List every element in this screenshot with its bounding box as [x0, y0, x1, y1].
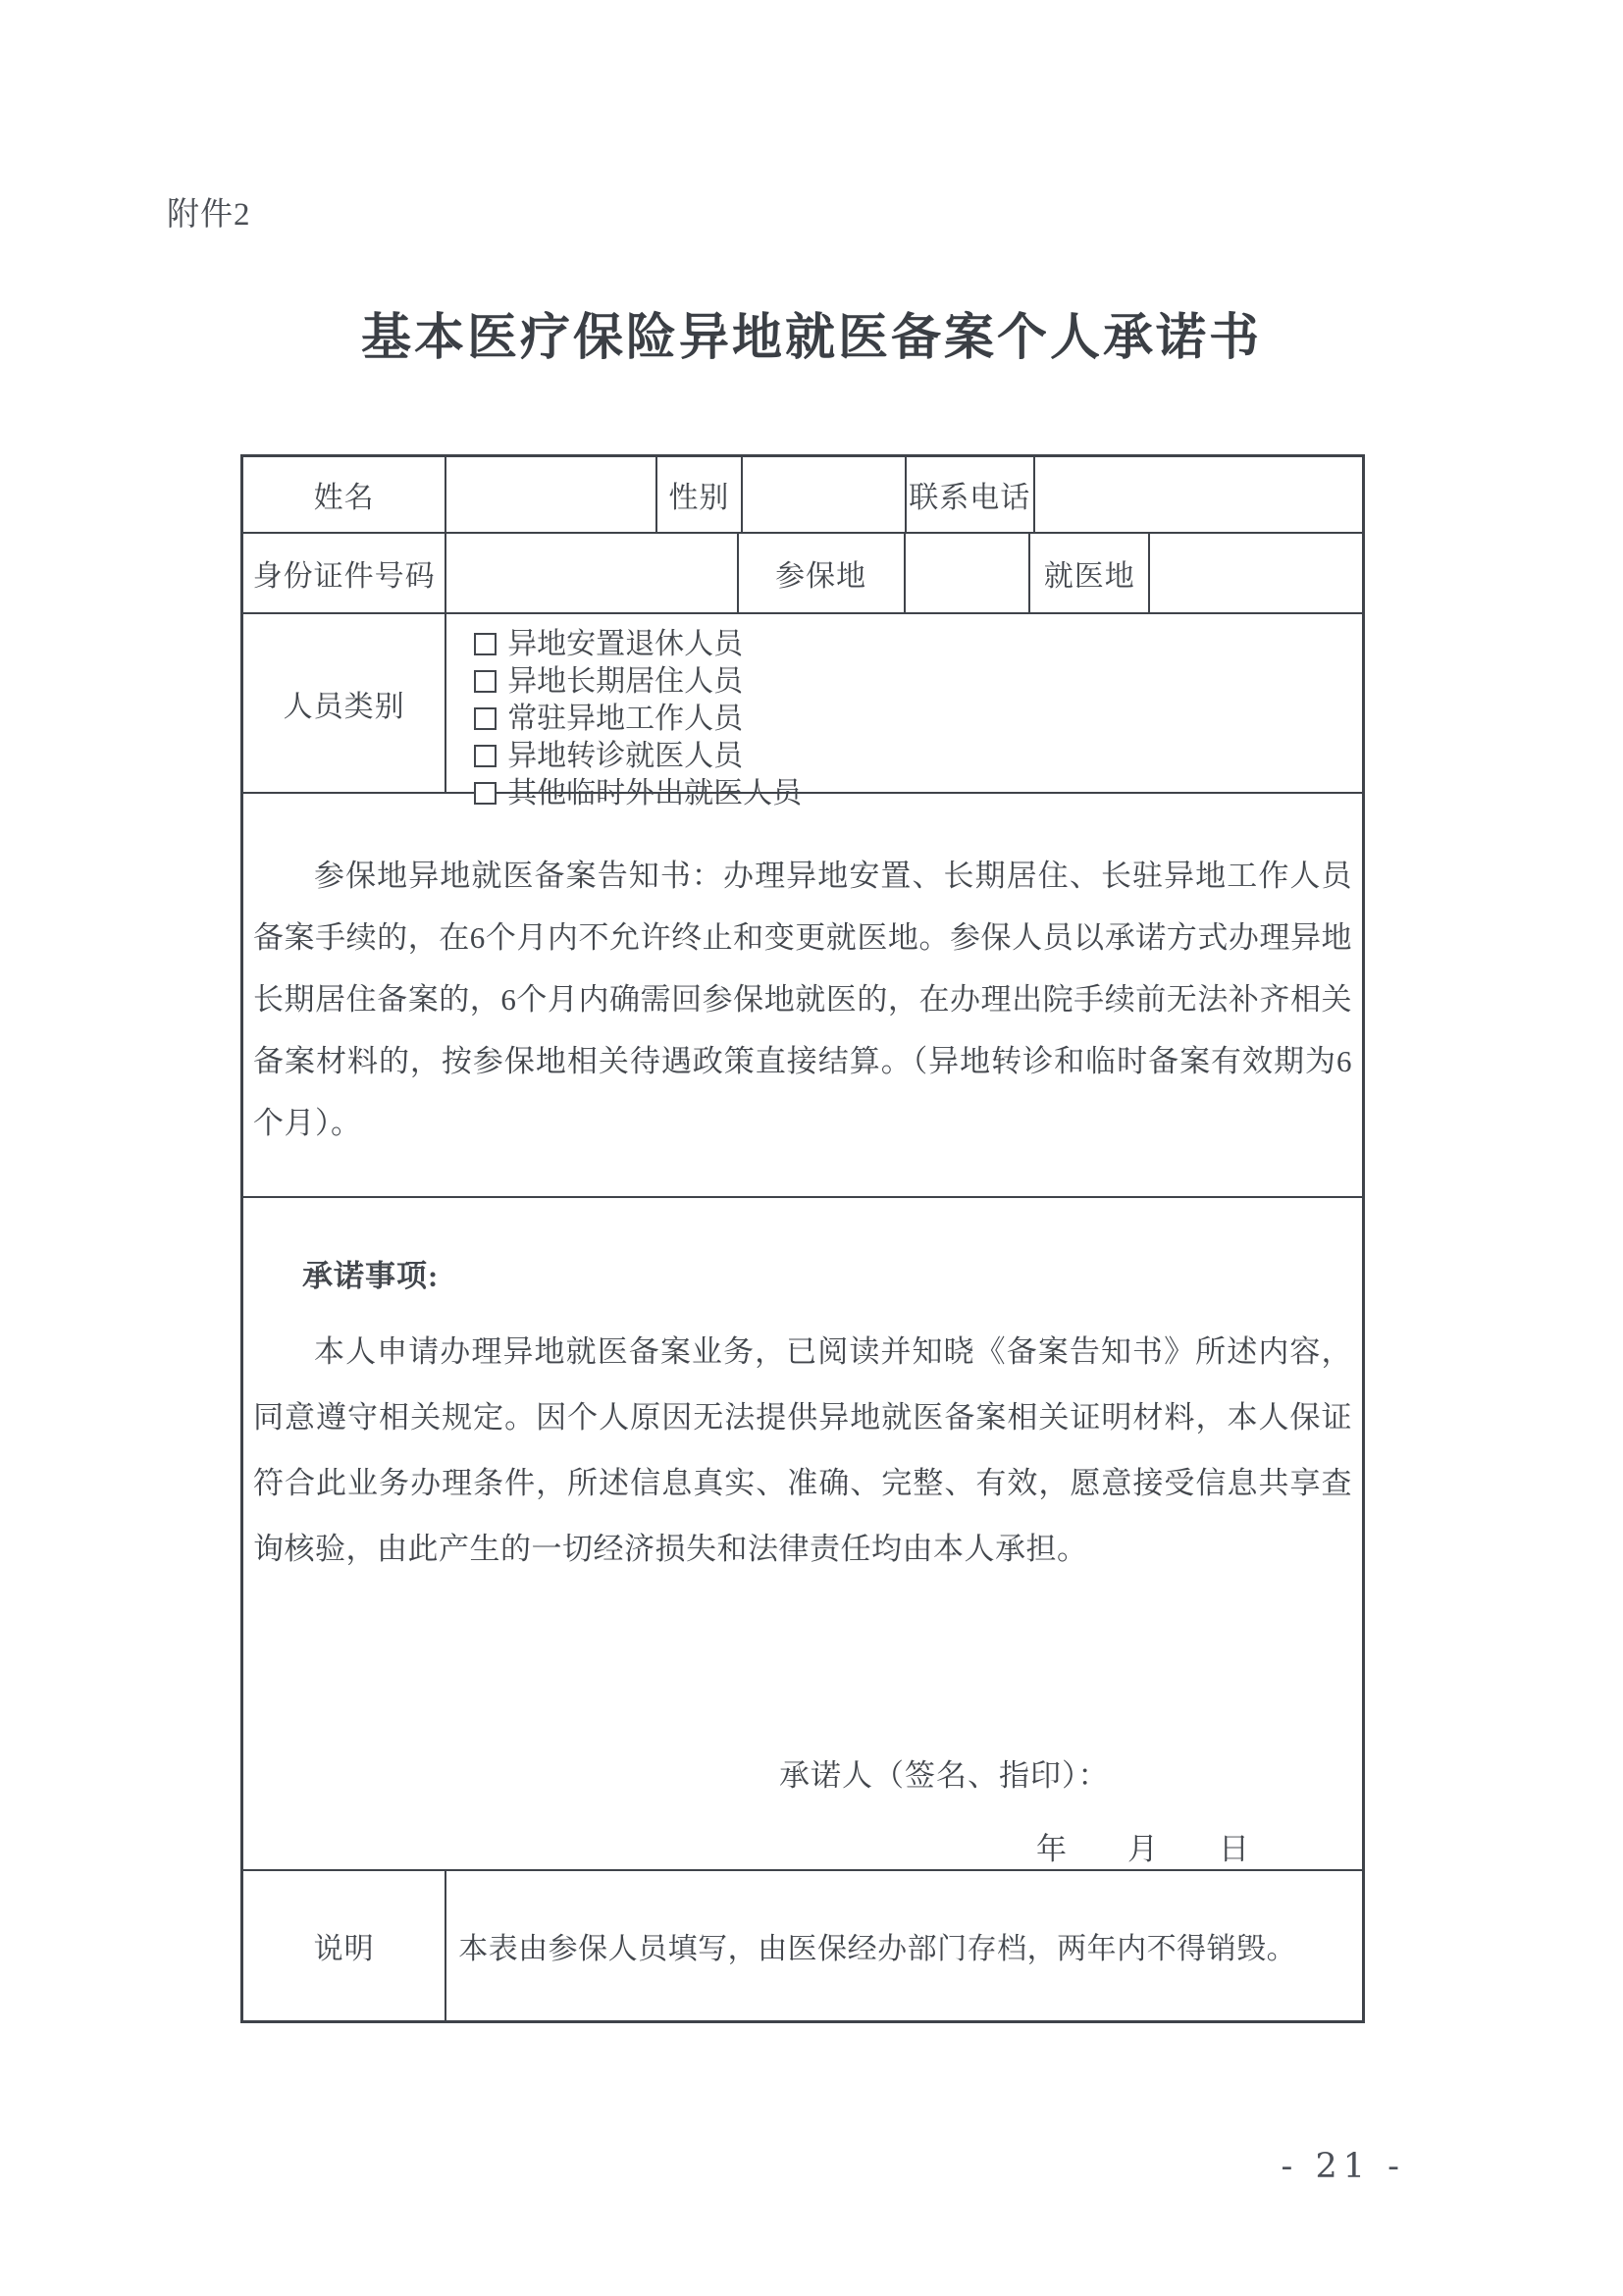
option-label: 异地转诊就医人员 [507, 740, 744, 772]
table-row [243, 1196, 1362, 1869]
name-input-cell[interactable] [445, 457, 654, 532]
name-label: 姓名 [313, 482, 375, 514]
commitment-heading: 承诺事项: [302, 1259, 440, 1293]
attachment-label: 附件2 [167, 197, 251, 233]
table-row [243, 792, 1362, 1196]
insured-area-label: 参保地 [737, 534, 904, 612]
commitment-cell [243, 1198, 1362, 1869]
date-line: 年 月 日 [1036, 1832, 1249, 1866]
option-label: 常驻异地工作人员 [507, 703, 744, 735]
person-category-option-retired[interactable] [474, 626, 1352, 663]
option-label: 其他临时外出就医人员 [507, 777, 803, 809]
form-table [240, 454, 1365, 2023]
treatment-area-input-cell[interactable] [1148, 534, 1362, 612]
checkbox-icon [474, 707, 497, 730]
checkbox-icon [474, 745, 497, 767]
table-row [243, 532, 1362, 612]
option-label: 异地长期居住人员 [507, 665, 744, 698]
note-content: 本表由参保人员填写，由医保经办部门存档，两年内不得销毁。 [445, 1871, 1362, 2020]
option-label: 异地安置退休人员 [507, 628, 744, 660]
phone-label: 联系电话 [905, 457, 1033, 532]
checkbox-icon [474, 670, 497, 693]
gender-input-cell[interactable] [741, 457, 904, 532]
page-number: - 21 - [1281, 2147, 1405, 2186]
person-category-option-referral[interactable] [474, 738, 1352, 775]
person-category-option-long-term-resident[interactable] [474, 663, 1352, 701]
notice-paragraph: 参保地异地就医备案告知书：办理异地安置、长期居住、长驻异地工作人员备案手续的，在6个月内不允许终止和变更就医地。参保人员以承诺方式办理异地长期居住备案的，6个月内确需回参保地就医的，在办理出院手续前无法补齐相关备案材料的，按参保地相关待遇政策直接结算。（异地转诊和临时备案有效期为6个月）。 [253, 859, 1352, 1140]
signer-label: 承诺人（签名、指印）： [779, 1758, 1110, 1793]
person-category-options [445, 614, 1362, 809]
insured-area-input-cell[interactable] [904, 534, 1029, 612]
gender-label: 性别 [655, 457, 742, 532]
treatment-area-label: 就医地 [1028, 534, 1148, 612]
checkbox-icon [474, 633, 497, 655]
table-row [243, 1869, 1362, 2020]
page-title: 基本医疗保险异地就医备案个人承诺书 [360, 311, 1262, 366]
id-number-input-cell[interactable] [445, 534, 737, 612]
person-category-option-stationed-worker[interactable] [474, 701, 1352, 738]
commitment-paragraph: 本人申请办理异地就医备案业务，已阅读并知晓《备案告知书》所述内容，同意遵守相关规定。因个人原因无法提供异地就医备案相关证明材料，本人保证符合此业务办理条件，所述信息真实、准确、完整、有效，愿意接受信息共享查询核验，由此产生的一切经济损失和法律责任均由本人承担。 [253, 1334, 1352, 1566]
notice-cell [243, 794, 1362, 1196]
table-row [243, 612, 1362, 809]
note-label: 说明 [313, 1933, 375, 1965]
table-row [243, 457, 1362, 532]
id-number-label: 身份证件号码 [252, 560, 436, 593]
person-category-label: 人员类别 [283, 690, 405, 723]
phone-input-cell[interactable] [1033, 457, 1362, 532]
